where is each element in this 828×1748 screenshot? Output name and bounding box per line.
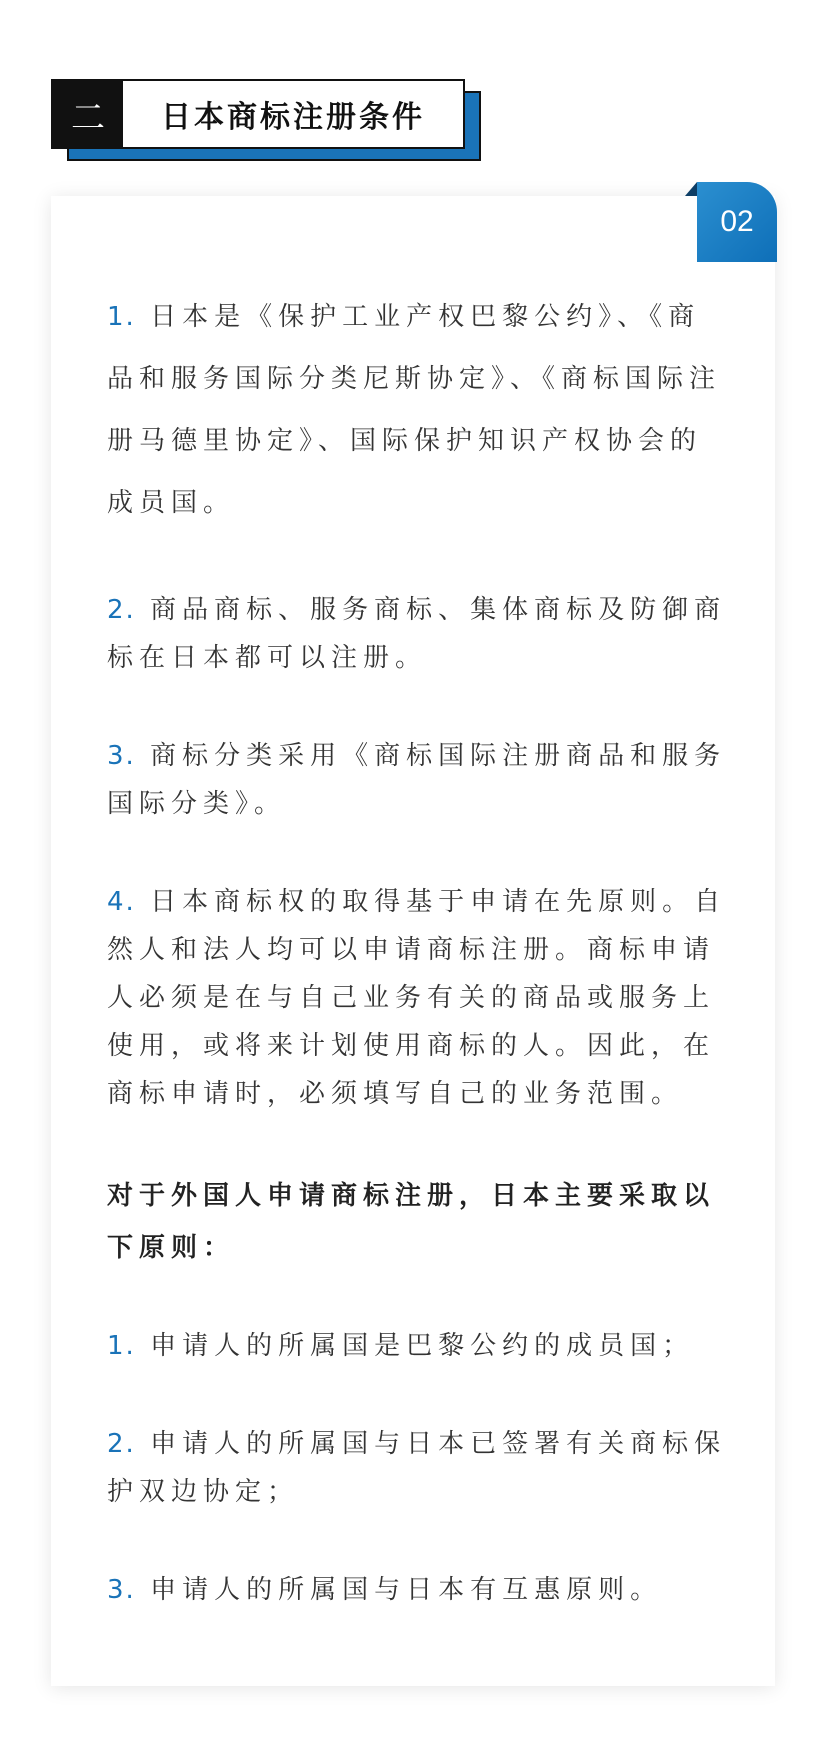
page-badge: 02: [697, 182, 777, 262]
principle-number: 2.: [107, 1429, 136, 1459]
principle-text: 申请人的所属国与日本有互惠原则。: [150, 1575, 663, 1605]
principle-2: [107, 1420, 727, 1516]
paragraph-number: 3.: [107, 741, 136, 771]
paragraph-text: 商品商标、服务商标、集体商标及防御商标在日本都可以注册。: [107, 595, 727, 673]
principle-number: 1.: [107, 1331, 136, 1361]
section-header: [51, 79, 465, 149]
paragraph-text: 日本是《保护工业产权巴黎公约》、《商品和服务国际分类尼斯协定》、《商标国际注册马德里协定》、国际保护知识产权协会的成员国。: [107, 302, 722, 518]
content-card: [51, 196, 775, 1686]
paragraph-1: [107, 286, 727, 534]
section-title: 日本商标注册条件: [161, 100, 425, 135]
paragraph-4: [107, 878, 727, 1118]
paragraph-2: [107, 586, 727, 682]
content-body: [107, 286, 727, 1614]
paragraph-text: 日本商标权的取得基于申请在先原则。自然人和法人均可以申请商标注册。商标申请人必须是在与自己业务有关的商品或服务上使用，或将来计划使用商标的人。因此，在商标申请时，必须填写自己的业务范围。: [107, 887, 727, 1109]
section-number: 二: [53, 81, 123, 147]
paragraph-number: 4.: [107, 887, 136, 917]
paragraph-3: [107, 732, 727, 828]
principle-text: 申请人的所属国是巴黎公约的成员国；: [150, 1331, 695, 1361]
section-header-frame: [51, 79, 465, 149]
badge-fold: [685, 182, 697, 196]
principle-text: 申请人的所属国与日本已签署有关商标保护双边协定；: [107, 1429, 727, 1507]
principle-1: [107, 1322, 727, 1370]
paragraph-number: 1.: [107, 302, 136, 332]
principle-number: 3.: [107, 1575, 136, 1605]
principles-heading: 对于外国人申请商标注册，日本主要采取以下原则：: [107, 1181, 716, 1263]
principle-3: [107, 1566, 727, 1614]
paragraph-text: 商标分类采用《商标国际注册商品和服务国际分类》。: [107, 741, 727, 819]
paragraph-number: 2.: [107, 595, 136, 625]
